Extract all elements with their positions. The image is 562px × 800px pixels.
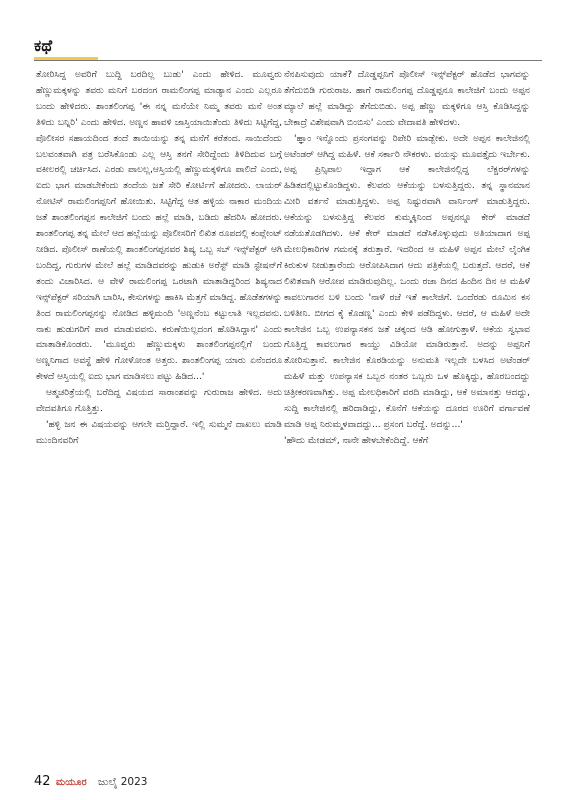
page-header (34, 30, 542, 64)
page-footer (34, 772, 542, 794)
magazine-logo: ಮಯೂರ (56, 777, 87, 788)
left-text-column (36, 68, 282, 773)
story-paragraph: ನೆನಪಿಸುವುದು ಯಾಕೆ? ದೊಡ್ಡಪ್ಪನಿಗೆ ಪೊಲೀಸ್ ಇನ್ಸ್‌ಪೆಕ್ಟರ್ ಹೊಡೆದ ಭಾಗವನ್ನು ತೆಗೆದುಬಿಡಿ ಗುರುರಾಜ. ಹಾಗೆ ರಾಮಲಿಂಗಪ್ಪ ದೊಡ್ಡಪ್ಪನೂ ಕಾಲೇಜಿಗೆ ಬಂದು ಅಪ್ಪನ ಮ್ಯಾಲೆ ಹಲ್ಲೆ ಮಾಡಿದ್ದು ತೆಗೆದುಬಿಡು. ಅಪ್ಪ ಹೆಣ್ಣು ಮಕ್ಕಳಿಗೂ ಆಸ್ತಿ ಕೊಡಿಸಿದ್ದನ್ನು ಬೇಕಾದ್ರೆ ವಿಶೇಷವಾಗಿ ಬಿಂಬಿಸು' ಎಂದು ವೇದಾವತಿ ಹೇಳಿದಳು. (284, 70, 530, 128)
issue-date: ಜುಲೈ 2023 (98, 776, 148, 788)
section-title: ಕಥೆ (34, 36, 53, 55)
story-paragraph: ಆತ್ಮಚರಿತ್ರೆಯಲ್ಲಿ ಬರೆದಿದ್ದ ವಿಷಯದ ಸಾರಾಂಶವನ್ನು ಗುರುರಾಜ ಹೇಳಿದ. ಅದು ವೇದವತಿಗೂ ಗೊತ್ತಿತ್ತು. (36, 388, 282, 415)
right-text-column (284, 68, 530, 773)
page-number: 42 (34, 774, 51, 789)
story-paragraph: 'ಹೌದು ಮೇಡಮ್, ನಾನೇ ಹೇಳಬೇಕೆಂದಿದ್ದೆ. ಆಕೆಗೆ (284, 435, 429, 446)
header-divider (34, 60, 542, 61)
story-paragraph: 'ಹ್ಞಾಂ ಇನ್ನೊಂದು ಪ್ರಸಂಗವನ್ನು ರಿಪೇರಿ ಮಾಡ್ಬೇಕು. ಅದೇ ಅಪ್ಪನ ಕಾಲೇಜಿನಲ್ಲಿ ಅಟೆಂಡರ್ ಆಗಿದ್ದ ಮಹಿಳೆ. ಆಕೆ ಸರ್ಕಾರಿ ನೌಕರಳು. ವಯಸ್ಸು ಮೂವತ್ತೈದು ಇರ್ಬೇಕು. ಅಪ್ಪ ಪ್ರಿನ್ಸಿಪಾಲ ಇದ್ದಾಗ ಆಕೆ ಕಾಲೇಜಿನಲ್ಲಿದ್ದ ಲೆಕ್ಚರರ್‌ಗಳನ್ನು ಹಿಡಿತದಲ್ಲಿಟ್ಟುಕೊಂಡಿದ್ದಳು. ಕೆಲವರು ಆಕೆಯನ್ನು ಬಳಸುತ್ತಿದ್ದರು. ತನ್ನ ಸ್ಥಾನಮಾನ ಮೀರಿ ವರ್ತನೆ ಮಾಡುತ್ತಿದ್ದಳು. ಅಪ್ಪ ನಿಷ್ಟುರವಾಗಿ ವಾರ್ನಿಂಗ್ ಮಾಡುತ್ತಿದ್ದರು. ಆಕೆಯನ್ನು ಬಳಸುತ್ತಿದ್ದ ಕೆಲವರ ಕುಮ್ಮಕ್ಕಿನಿಂದ ಅಪ್ಪನನ್ನೂ ಕೇರ್ ಮಾಡದೆ ನಡೆಯತೊಡಗಿದಳು. ಆಕೆ ಕೇರ್ ಮಾಡದೆ ನಡೆಸಿಕೊಳ್ಳುವುದು ಅತಿಯಾದಾಗ ಅಪ್ಪ ಮೇಲಧಿಕಾರಿಗಳ ಗಮನಕ್ಕೆ ತರುತ್ತಾರೆ. ಇದರಿಂದ ಆ ಮಹಿಳೆ ಅಪ್ಪನ ಮೇಲೆ ಲೈಂಗಿಕ ಕಿರುಕುಳ ನೀಡುತ್ತಾರೆಂದು ಆರೋಪಿಸಿದಾಗ ಆದು ಪತ್ರಿಕೆಯಲ್ಲಿ ಬರುತ್ತದೆ. ಆದರೆ, ಆಕೆ ಲಿಖಿತವಾಗಿ ಆರೋಪ ಮಾಡಿರುವುದಿಲ್ಲ. ಒಂದು ರಜಾ ದಿನದ ಹಿಂದಿನ ದಿನ ಆ ಮಹಿಳೆ ಕಾವಲುಗಾರನ ಬಳಿ ಬಂದು 'ನಾಳೆ ರಜೆ ಇತೆ ಕಾಲೇಜಿಗೆ. ಒಂದೆರಡು ರೂಮಿನ ಕಸ ಬಳಿತೀನಿ. ಬೀಗದ ಕೈ ಕೊಡಣ್ಣ' ಎಂದು ಕೇಳಿ ಪಡೆದಿದ್ದಳು. ಆದರೆ, ಆ ಮಹಿಳೆ ಅದೇ ಕಾಲೇಜಿನ ಒಬ್ಬ ಉಪನ್ಯಾಸಕನ ಜತೆ ಚಕ್ಕಂದ ಆಡಿ ಹೋಗುತ್ತಾಳೆ. ಆಕೆಯ ಸ್ವಭಾವ ಗೊತ್ತಿದ್ದ ಕಾವಲುಗಾರ ಕಾಯ್ದು ವಿಡಿಯೋ ಮಾಡಿರುತ್ತಾನೆ. ಅದನ್ನು ಅಪ್ಪನಿಗೆ ತೋರಿಸುತ್ತಾನೆ. ಕಾಲೇಜಿನ ಕೊಠಡಿಯನ್ನು ಅನುಮತಿ ಇಲ್ಲದೇ ಬಳಸಿದ ಅಟೆಂಡರ್ ಮಹಿಳೆ ಮತ್ತು ಉಪನ್ಯಾಸಕ ಒಬ್ಬರ ನಂತರ ಒಬ್ಬರು ಒಳ ಹೊಕ್ಕಿದ್ದು, ಹೊರಬಂದದ್ದು ಚಿತ್ರೀಕರಣವಾಗಿತ್ತು. ಅಪ್ಪ ಮೇಲಧಿಕಾರಿಗೆ ವರದಿ ಮಾಡಿದ್ದು, ಆಕೆ ಅಮಾನತ್ತು ಆದದ್ದು, ಸುದ್ದಿ ಕಾಲೇಜಿನಲ್ಲಿ ಹರಿದಾಡಿದ್ದು, ಕೊನೆಗೆ ಆಕೆಯನ್ನು ದೂರದ ಊರಿಗೆ ವರ್ಗಾವಣೆ ಮಾಡಿ ಅಪ್ಪ ನಿರುಮ್ಮಳವಾದದ್ದು... ಪ್ರಸಂಗ ಬರೆದ್ದೆ. ಅದನ್ನು...' (284, 133, 530, 430)
story-paragraph: ತೋರಿಸಿದ್ದ ಅವರಿಗೆ ಬುದ್ದಿ ಬರದಿಲ್ಲ ಬುಡು' ಎಂದು ಹೇಳಿದ. ಮೂವ್ವರು ಹೆಣ್ಣುಮಕ್ಕಳನ್ನು ತವರು ಮನಿಗೆ ಬರದಂಗ ರಾಮಲಿಂಗಪ್ಪ ಮಾಡ್ಯಾನ ಎಂದು ಎಲ್ಲರೂ ಬಂದು ಹೇಳಿದರು. ಶಾಂತಲಿಂಗಪ್ಪ 'ಈ ನನ್ನ ಮನೆಯೇ ನಿಮ್ಮ ತವರು ಮನೆ ಅಂತ ತಿಳಿದು ಬನ್ನಿರಿ' ಎಂದು ಹೇಳಿದ. ಅಣ್ಣನ ಹಾವಳಿ ಜಾಸ್ತಿಯಾಯಿತೆಂದು ತಿಳಿದು ಸಿಟ್ಟಿಗೆದ್ದ, ಪೊಲೀಸರ ಸಹಾಯದಿಂದ ತಂದೆ ತಾಯಿಯನ್ನು ತನ್ನ ಮನೆಗೆ ಕರೆತಂದ. ಸಾಯಿದೆಂದು ಬಲವಂತವಾಗಿ ಪತ್ರ ಬರೆಸಿಕೊಂಡು ಎಲ್ಲ ಆಸ್ತಿ ತನಗೆ ಸೇರಿದ್ದೆಂದು ತಿಳಿದಿದುವ ಬಗ್ಗೆ ವಕೀಲರಲ್ಲಿ ಚರ್ಚಿಸಿದ. ಎರಡು ಪಾಲಲ್ಲ,ಆಸ್ತಿಯಲ್ಲಿ ಹೆಣ್ಣುಮಕ್ಕಳಿಗೂ ಪಾಲಿದೆ ಎಂದು, ಐದು ಭಾಗ ಮಾಡಬೇಕೆಂದು ತಂದೆಯ ಜತೆ ಸೇರಿ ಕೋರ್ಟಿಗೆ ಹೋದರು. ಲಾಯರ್ ನೋಟಿಸ್ ರಾಮಲಿಂಗಪ್ಪನಿಗೆ ಹೋಯಿತು. ಸಿಟ್ಟಿಗೆದ್ದ ಆತ ಹಳ್ಳಿಯ ನಾಕಾರ ಮಂದಿಯ ಜತೆ ಶಾಂತಲಿಂಗಪ್ಪನ ಕಾಲೇಜಿಗೆ ಬಂದು ಹಲ್ಲೆ ಮಾಡಿ, ಬಡಿದು ಹೆದರಿಸಿ ಹೋದರು. ಶಾಂತಲಿಂಗಪ್ಪ ತನ್ನ ಮೇಲೆ ಆದ ಹಲ್ಲೆಯನ್ನು ಪೊಲೀಸರಿಗೆ ಲಿಖಿತ ರೂಪದಲ್ಲಿ ಕಂಪ್ಲೇಂಟ್ ನೀಡಿದ. ಪೊಲೀಸ್ ಠಾಣೆಯಲ್ಲಿ ಶಾಂತಲಿಂಗಪ್ಪನವರ ಶಿಷ್ಯ ಒಬ್ಬ ಸಬ್ ಇನ್ಸ್‌ಪೆಕ್ಟರ್ ಆಗಿ ಬಂದಿದ್ದ, ಗುರುಗಳ ಮೇಲೆ ಹಲ್ಲೆ ಮಾಡಿದವರನ್ನು ಹುಡುಕಿ ಅರೆಸ್ಟ್ ಮಾಡಿ ಸ್ಟೇಷನ್‌ಗೆ ತಂದು ವಿಚಾರಿಸಿದ. ಆ ವೇಳೆ ರಾಮಲಿಂಗಪ್ಪ ಒರಟಾಗಿ ಮಾತಾಡಿದ್ದರಿಂದ ಶಿಷ್ಯನಾದ ಇನ್ಸ್‌ಪೆಕ್ಟರ್ ಸರಿಯಾಗಿ ಬಾರಿಸಿ, ಕೇಸುಗಳನ್ನು ಹಾಕಿಸಿ ಮೆತ್ತಗೆ ಮಾಡಿದ್ದ. ಹೊಡೆತಗಳನ್ನು ತಿಂದ ರಾಮಲಿಂಗಪ್ಪನನ್ನು ನೋಡಿದ ಹಳ್ಳಿಮಂದಿ 'ಅಣ್ಣನೆಂಬ ಕಟ್ಟುಲಾತಿ ಇಲ್ಲದವನು. ನಾಕು ಹುಡುಗರಿಗೆ ಪಾಠ ಮಾಡುವವನು. ಕರುಣೆಯಿಲ್ಲದಂಗ ಹೊಡಿಸಿದ್ದಾನ' ಎಂದು ಮಾತಾಡಿಕೊಂಡರು. 'ಮೂವ್ವರು ಹೆಣ್ಣುಮಕ್ಕಳು ಶಾಂತಲಿಂಗಪ್ಪನಲ್ಲಿಗೆ ಬಂದು ಅಣ್ಣನಿಗಾದ ಅವಸ್ಥೆ ಹೇಳಿ ಗೋಳೋಂತ ಅತ್ತರು. ಶಾಂತಲಿಂಗಪ್ಪ ಯಾರು ಏನೆಂದರೂ ಕೇಳದೆ ಆಸ್ತಿಯಲ್ಲಿ ಐದು ಭಾಗ ಮಾಡಿಸಲು ಪಟ್ಟು ಹಿಡಿದ...' (36, 70, 282, 383)
story-paragraph: 'ಹಳ್ಳಿ ಜನ ಈ ವಿಷಯವನ್ನು ಆಗಲೇ ಮರ್‍ತಿದ್ದಾರೆ. ಇಲ್ಲಿ ಸುಮ್ಮನೆ ದಾಖಲು ಮಾಡಿ ಮುಂದಿನವರಿಗೆ (36, 419, 282, 446)
